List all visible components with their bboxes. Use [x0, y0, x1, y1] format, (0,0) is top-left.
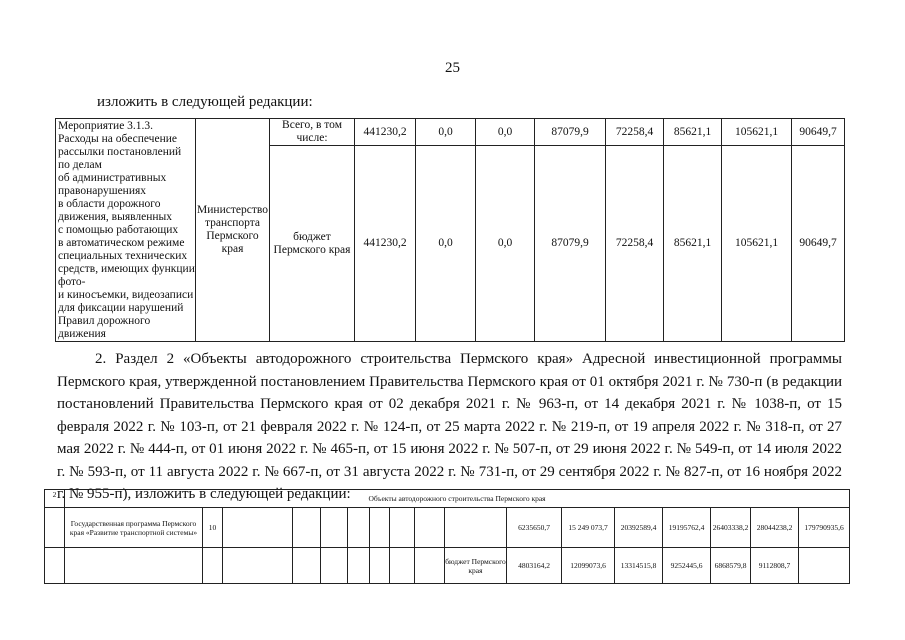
empty-cell [390, 508, 415, 548]
value-cell: 72258,4 [606, 119, 664, 146]
value-cell: 441230,2 [355, 146, 416, 342]
value-cell: 6868579,8 [711, 548, 751, 584]
value-cell: 9252445,6 [663, 548, 711, 584]
value-cell: 28044238,2 [751, 508, 799, 548]
executor-cell: Министерство транспорта Пермского края [196, 119, 270, 342]
budget-label: бюджет Пермского края [445, 548, 507, 584]
value-cell: 85621,1 [664, 146, 722, 342]
empty-cell [45, 548, 65, 584]
value-cell: 26403338,2 [711, 508, 751, 548]
measure-table [55, 118, 845, 342]
value-cell: 6235650,7 [507, 508, 562, 548]
value-cell: 87079,9 [535, 146, 606, 342]
empty-cell [223, 548, 293, 584]
value-cell: 90649,7 [792, 119, 845, 146]
value-cell: 13314515,8 [615, 548, 663, 584]
empty-cell [370, 548, 390, 584]
value-cell: 72258,4 [606, 146, 664, 342]
source-budget: бюджет Пермского края [270, 146, 355, 342]
value-cell: 179790935,6 [799, 508, 850, 548]
value-cell: 0,0 [476, 146, 535, 342]
empty-cell [293, 508, 321, 548]
value-cell: 4803164,2 [507, 548, 562, 584]
objects-table [44, 489, 850, 584]
value-cell: 0,0 [416, 146, 476, 342]
value-cell: 105621,1 [722, 146, 792, 342]
value-cell: 85621,1 [664, 119, 722, 146]
value-cell: 441230,2 [355, 119, 416, 146]
value-cell [799, 548, 850, 584]
measure-text: Мероприятие 3.1.3. Расходы на обеспечение рассылки постановлений по делам об административных правонарушениях в области дорожного движения, выявленных с помощью работающих в автоматическом режиме специальных технических средств, имеющих функции фото- и киносъемки, видеозаписи для фиксации нарушений Правил дорожного движения [58, 120, 195, 340]
measure-description [56, 119, 196, 342]
value-cell: 0,0 [476, 119, 535, 146]
value-cell: 0,0 [416, 119, 476, 146]
value-cell: 19195762,4 [663, 508, 711, 548]
value-cell: 90649,7 [792, 146, 845, 342]
value-cell: 9112808,7 [751, 548, 799, 584]
empty-cell [445, 508, 507, 548]
empty-cell [293, 548, 321, 584]
paragraph-text: 2. Раздел 2 «Объекты автодорожного строительства Пермского края» Адресной инвестиционной программы Пермского края, утвержденной постановлением Правительства Пермского края от 01 октября 2021 г. № 730-п (в редакции постановлений Правительства Пермского края от 02 декабря 2021 г. № 963-п, от 14 декабря 2021 г. № 1038-п, от 15 февраля 2022 г. № 103-п, от 21 февраля 2022 г. № 124-п, от 25 марта 2022 г. № 219-п, от 19 апреля 2022 г. № 318-п, от 27 мая 2022 г. № 444-п, от 01 июня 2022 г. № 465-п, от 15 июня 2022 г. № 507-п, от 29 июня 2022 г. № 549-п, от 14 июля 2022 г. № 593-п, от 11 августа 2022 г. № 667-п, от 31 августа 2022 г. № 731-п, от 29 сентября 2022 г. № 827-п, от 16 ноября 2022 г. № 955-п), изложить в следующей редакции: [57, 351, 842, 502]
empty-cell [415, 548, 445, 584]
empty-cell [203, 548, 223, 584]
section-number: 2 [45, 490, 65, 508]
empty-cell [223, 508, 293, 548]
empty-cell [348, 548, 370, 584]
empty-cell [65, 548, 203, 584]
empty-cell [390, 548, 415, 584]
page-number: 25 [445, 60, 460, 76]
program-name: Государственная программа Пермского края «Развитие транспортной системы» [65, 508, 203, 548]
empty-cell [348, 508, 370, 548]
value-cell: 20392589,4 [615, 508, 663, 548]
empty-cell [45, 508, 65, 548]
intro-text: изложить в следующей редакции: [97, 94, 313, 110]
program-code: 10 [203, 508, 223, 548]
empty-cell [321, 548, 348, 584]
value-cell: 87079,9 [535, 119, 606, 146]
value-cell: 15 249 073,7 [562, 508, 615, 548]
section-title: Объекты автодорожного строительства Пермского края [65, 490, 850, 508]
empty-cell [415, 508, 445, 548]
value-cell: 105621,1 [722, 119, 792, 146]
empty-cell [370, 508, 390, 548]
source-total: Всего, в том числе: [270, 119, 355, 146]
value-cell: 12099073,6 [562, 548, 615, 584]
amendment-paragraph [57, 348, 842, 506]
empty-cell [321, 508, 348, 548]
